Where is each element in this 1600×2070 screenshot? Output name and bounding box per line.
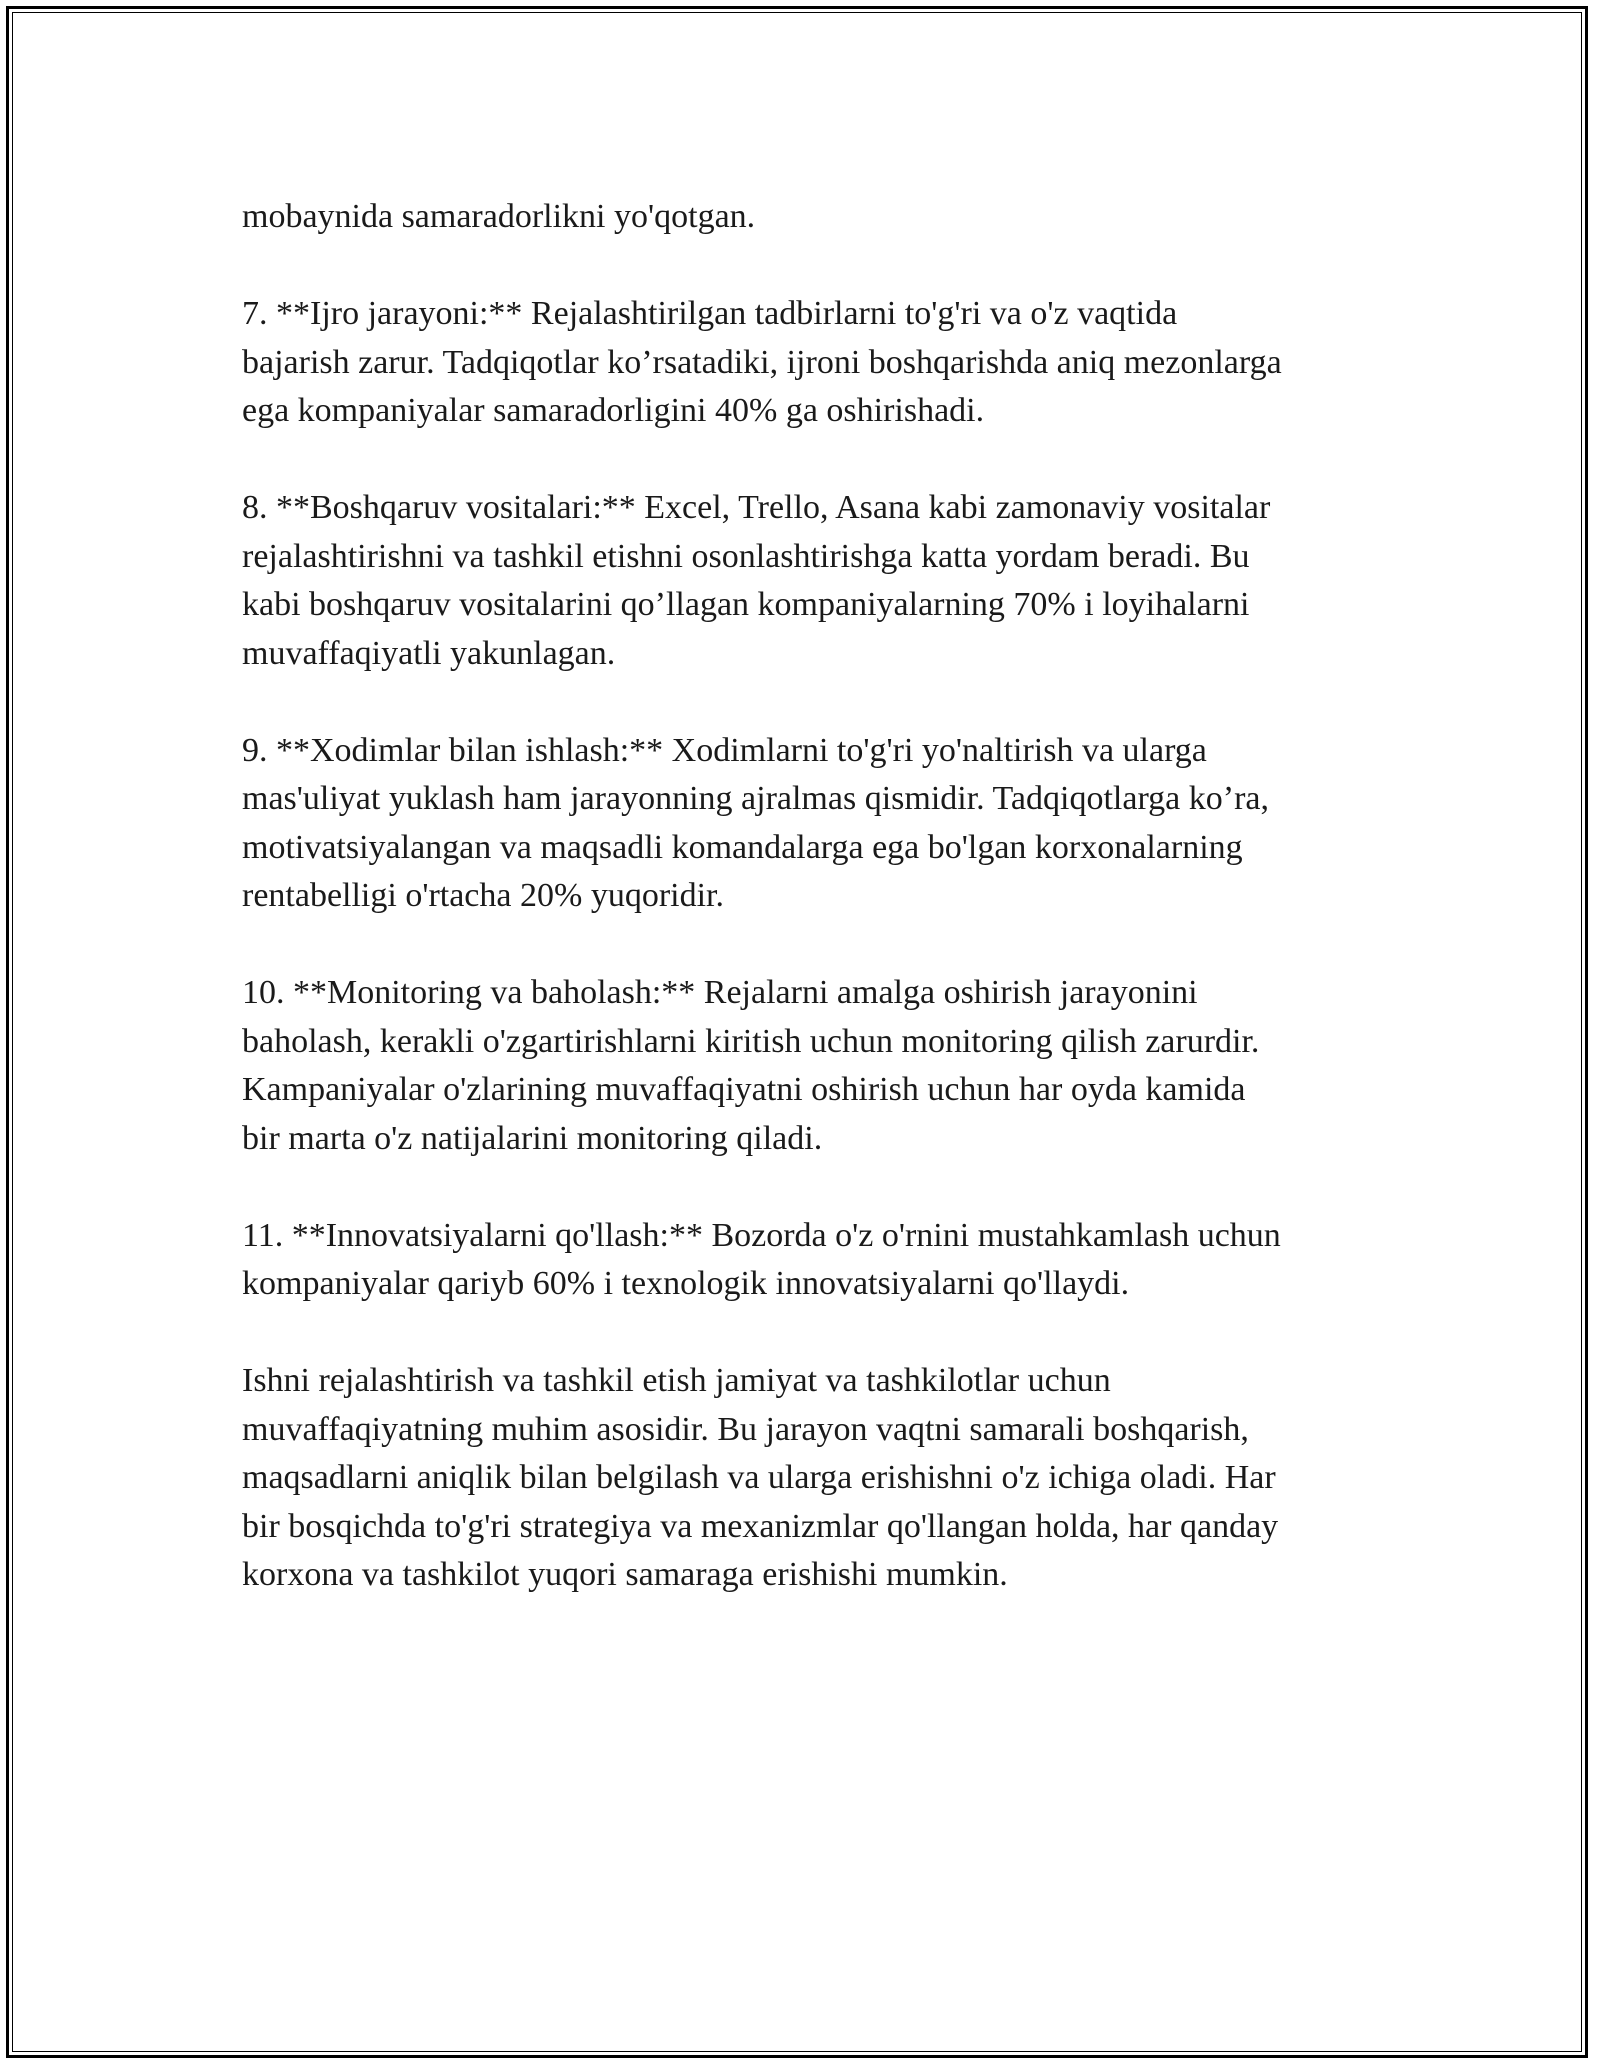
text-line: 8. **Boshqaruv vositalari:** Excel, Trello, Asana kabi zamonaviy vositalar [242, 489, 1271, 526]
paragraph-continuation [242, 193, 1402, 242]
text-line: 7. **Ijro jarayoni:** Rejalashtirilgan tadbirlarni to'g'ri va o'z vaqtida [242, 295, 1178, 332]
text-line: muvaffaqiyatning muhim asosidir. Bu jarayon vaqtni samarali boshqarish, [242, 1410, 1249, 1448]
text-line: mas'uliyat yuklash ham jarayonning ajralmas qismidir. Tadqiqotlarga ko’ra, [242, 780, 1269, 817]
text-line: maqsadlarni aniqlik bilan belgilash va ularga erishishni o'z ichiga oladi. Har [242, 1459, 1276, 1496]
paragraph-item-7 [242, 290, 1402, 436]
text-line: 9. **Xodimlar bilan ishlash:** Xodimlarni to'g'ri yo'naltirish va ularga [242, 731, 1207, 769]
text-line: baholash, kerakli o'zgartirishlarni kiritish uchun monitoring qilish zarurdir. [242, 1022, 1260, 1060]
document-body [242, 193, 1402, 1648]
text-line: 11. **Innovatsiyalarni qo'llash:** Bozorda o'z o'rnini mustahkamlash uchun [242, 1216, 1281, 1254]
text-line: korxona va tashkilot yuqori samaraga erishishi mumkin. [242, 1556, 1008, 1593]
text-line: 10. **Monitoring va baholash:** Rejalarni amalga oshirish jarayonini [242, 974, 1198, 1011]
text-line: rejalashtirishni va tashkil etishni osonlashtirishga katta yordam beradi. Bu [242, 537, 1250, 575]
paragraph-item-8 [242, 484, 1402, 678]
text-line: bir bosqichda to'g'ri strategiya va mexanizmlar qo'llangan holda, har qanday [242, 1507, 1279, 1545]
page-border [6, 6, 1588, 2058]
text-line: kabi boshqaruv vositalarini qo’llagan kompaniyalarning 70% i loyihalarni [242, 586, 1250, 623]
text-line: mobaynida samaradorlikni yo'qotgan. [242, 198, 756, 235]
text-line: motivatsiyalangan va maqsadli komandalarga ega bo'lgan korxonalarning [242, 828, 1243, 866]
text-line: bajarish zarur. Tadqiqotlar ko’rsatadiki, ijroni boshqarishda aniq mezonlarga [242, 343, 1282, 381]
paragraph-conclusion [242, 1357, 1402, 1600]
text-line: ega kompaniyalar samaradorligini 40% ga oshirishadi. [242, 392, 985, 429]
text-line: bir marta o'z natijalarini monitoring qiladi. [242, 1119, 823, 1157]
text-line: Kampaniyalar o'zlarining muvaffaqiyatni oshirish uchun har oyda kamida [242, 1071, 1246, 1108]
text-line: muvaffaqiyatli yakunlagan. [242, 634, 616, 672]
text-line: Ishni rejalashtirish va tashkil etish jamiyat va tashkilotlar uchun [242, 1362, 1111, 1399]
paragraph-item-11 [242, 1212, 1402, 1309]
paragraph-item-9 [242, 727, 1402, 921]
text-line: kompaniyalar qariyb 60% i texnologik innovatsiyalarni qo'llaydi. [242, 1265, 1130, 1302]
text-line: rentabelligi o'rtacha 20% yuqoridir. [242, 877, 724, 914]
paragraph-item-10 [242, 969, 1402, 1163]
page-inner-border [12, 12, 1582, 2052]
